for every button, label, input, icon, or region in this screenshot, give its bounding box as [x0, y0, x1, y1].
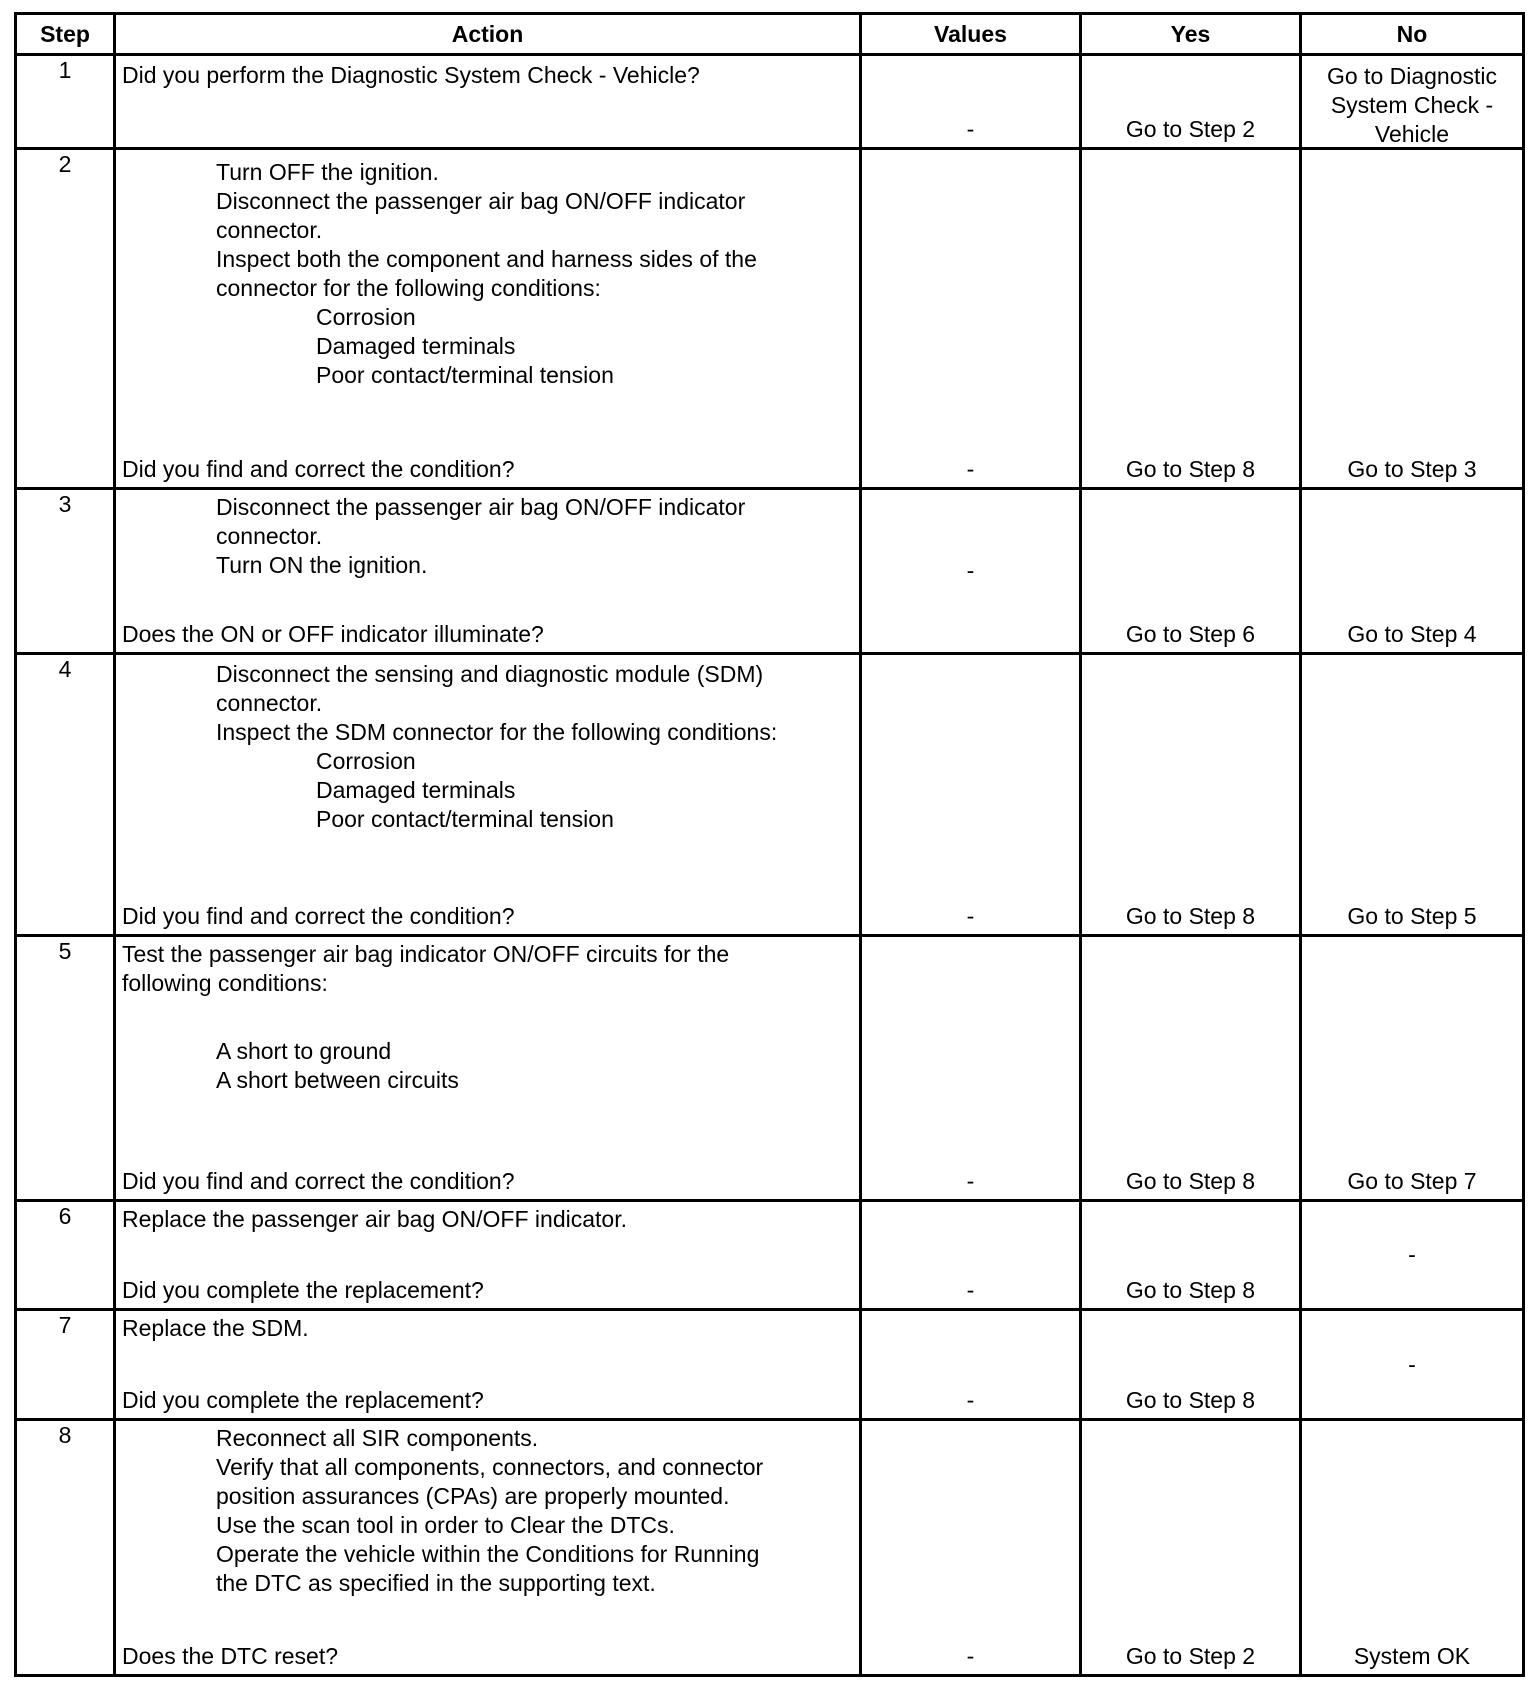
yes-cell — [1081, 654, 1301, 936]
header-row — [16, 14, 1524, 55]
header-values: Values — [861, 14, 1081, 55]
table-row — [16, 489, 1524, 654]
value-cell — [861, 1310, 1081, 1420]
yes-text: Go to Step 8 — [1125, 1387, 1256, 1413]
value-text: - — [966, 456, 975, 482]
step-number: 5 — [16, 936, 115, 1201]
no-text: Go to Step 7 — [1347, 1168, 1477, 1194]
no-cell — [1301, 55, 1524, 149]
no-cell — [1301, 654, 1524, 936]
action-line: Use the scan tool in order to Clear the DTCs. — [216, 1512, 675, 1538]
value-cell — [861, 1201, 1081, 1310]
no-cell — [1301, 1201, 1524, 1310]
header-yes: Yes — [1081, 14, 1301, 55]
action-cell — [115, 489, 861, 654]
step-number: 4 — [16, 654, 115, 936]
action-cell — [115, 55, 861, 149]
value-cell — [861, 936, 1081, 1201]
action-line: Did you perform the Diagnostic System Check - Vehicle? — [122, 62, 700, 88]
condition-item: Poor contact/terminal tension — [316, 362, 614, 388]
action-line: Reconnect all SIR components. — [216, 1425, 539, 1451]
yes-cell — [1081, 1310, 1301, 1420]
step-number: 1 — [16, 55, 115, 149]
no-cell — [1301, 489, 1524, 654]
condition-item: A short to ground — [216, 1038, 392, 1064]
yes-text: Go to Step 8 — [1125, 456, 1256, 482]
value-cell — [861, 489, 1081, 654]
action-question: Did you find and correct the condition? — [122, 1168, 515, 1194]
no-cell — [1301, 149, 1524, 489]
table-row — [16, 1201, 1524, 1310]
no-text: System OK — [1353, 1643, 1471, 1669]
header-action: Action — [115, 14, 861, 55]
yes-cell — [1081, 1420, 1301, 1676]
action-cell — [115, 1420, 861, 1676]
condition-item: Corrosion — [316, 748, 416, 774]
value-cell — [861, 55, 1081, 149]
condition-item: Damaged terminals — [316, 777, 516, 803]
action-question: Does the ON or OFF indicator illuminate? — [122, 621, 544, 647]
action-question: Did you complete the replacement? — [122, 1277, 484, 1303]
action-cell — [115, 654, 861, 936]
value-text: - — [966, 1643, 975, 1669]
table-row — [16, 1310, 1524, 1420]
no-text: Go to Step 4 — [1347, 621, 1477, 647]
header-step: Step — [16, 14, 115, 55]
header-no: No — [1301, 14, 1524, 55]
action-question: Did you find and correct the condition? — [122, 456, 515, 482]
no-text: Go to Step 3 — [1347, 456, 1477, 482]
table-row — [16, 55, 1524, 149]
action-line: the DTC as specified in the supporting text. — [216, 1570, 656, 1596]
value-text: - — [966, 903, 975, 929]
action-line: position assurances (CPAs) are properly mounted. — [216, 1483, 730, 1509]
action-line: Test the passenger air bag indicator ON/OFF circuits for the — [122, 941, 730, 967]
action-line: connector. — [216, 217, 323, 243]
no-cell — [1301, 936, 1524, 1201]
action-line: Replace the passenger air bag ON/OFF indicator. — [122, 1206, 627, 1232]
yes-text: Go to Step 8 — [1125, 1168, 1256, 1194]
action-line: connector. — [216, 523, 323, 549]
value-text: - — [966, 557, 975, 584]
action-question: Does the DTC reset? — [122, 1643, 339, 1669]
action-cell — [115, 1310, 861, 1420]
value-text: - — [966, 116, 975, 142]
yes-cell — [1081, 489, 1301, 654]
no-cell — [1301, 1420, 1524, 1676]
step-number: 7 — [16, 1310, 115, 1420]
table-row — [16, 654, 1524, 936]
table-row — [16, 1420, 1524, 1676]
action-question: Did you complete the replacement? — [122, 1387, 484, 1413]
yes-cell — [1081, 149, 1301, 489]
condition-item: Poor contact/terminal tension — [316, 806, 614, 832]
yes-text: Go to Step 8 — [1125, 1277, 1256, 1303]
action-cell — [115, 936, 861, 1201]
action-line: Turn ON the ignition. — [216, 552, 428, 578]
no-text: - — [1408, 1351, 1416, 1377]
action-line: Verify that all components, connectors, and connector — [216, 1454, 764, 1480]
action-line: connector. — [216, 690, 323, 716]
diagnostic-table — [14, 12, 1525, 1677]
value-cell — [861, 654, 1081, 936]
step-number: 2 — [16, 149, 115, 489]
action-question: Did you find and correct the condition? — [122, 903, 515, 929]
condition-item: Damaged terminals — [316, 333, 516, 359]
value-cell — [861, 1420, 1081, 1676]
table-row — [16, 936, 1524, 1201]
action-line: Disconnect the sensing and diagnostic module (SDM) — [216, 661, 764, 687]
action-line: following conditions: — [122, 970, 328, 996]
value-text: - — [966, 1387, 975, 1413]
yes-text: Go to Step 6 — [1125, 621, 1256, 647]
step-number: 6 — [16, 1201, 115, 1310]
value-text: - — [966, 1168, 975, 1194]
action-line: Inspect both the component and harness sides of the — [216, 246, 757, 272]
condition-item: Corrosion — [316, 304, 416, 330]
no-cell — [1301, 1310, 1524, 1420]
yes-cell — [1081, 1201, 1301, 1310]
table-row — [16, 149, 1524, 489]
no-text: - — [1408, 1241, 1416, 1268]
no-text: System Check - — [1330, 92, 1494, 118]
action-line: Turn OFF the ignition. — [216, 159, 439, 185]
step-number: 8 — [16, 1420, 115, 1676]
yes-text: Go to Step 2 — [1125, 116, 1256, 142]
action-cell — [115, 1201, 861, 1310]
action-line: Disconnect the passenger air bag ON/OFF indicator — [216, 494, 746, 520]
value-cell — [861, 149, 1081, 489]
action-line: Replace the SDM. — [122, 1315, 309, 1341]
no-text: Vehicle — [1374, 121, 1450, 147]
yes-cell — [1081, 55, 1301, 149]
action-cell — [115, 149, 861, 489]
yes-cell — [1081, 936, 1301, 1201]
yes-text: Go to Step 2 — [1125, 1643, 1256, 1669]
action-line: connector for the following conditions: — [216, 275, 601, 301]
condition-item: A short between circuits — [216, 1067, 459, 1093]
yes-text: Go to Step 8 — [1125, 903, 1256, 929]
no-text: Go to Diagnostic — [1326, 63, 1498, 89]
action-line: Disconnect the passenger air bag ON/OFF indicator — [216, 188, 746, 214]
value-text: - — [966, 1277, 975, 1303]
action-line: Inspect the SDM connector for the following conditions: — [216, 719, 778, 745]
step-number: 3 — [16, 489, 115, 654]
no-text: Go to Step 5 — [1347, 903, 1477, 929]
action-line: Operate the vehicle within the Conditions for Running — [216, 1541, 760, 1567]
